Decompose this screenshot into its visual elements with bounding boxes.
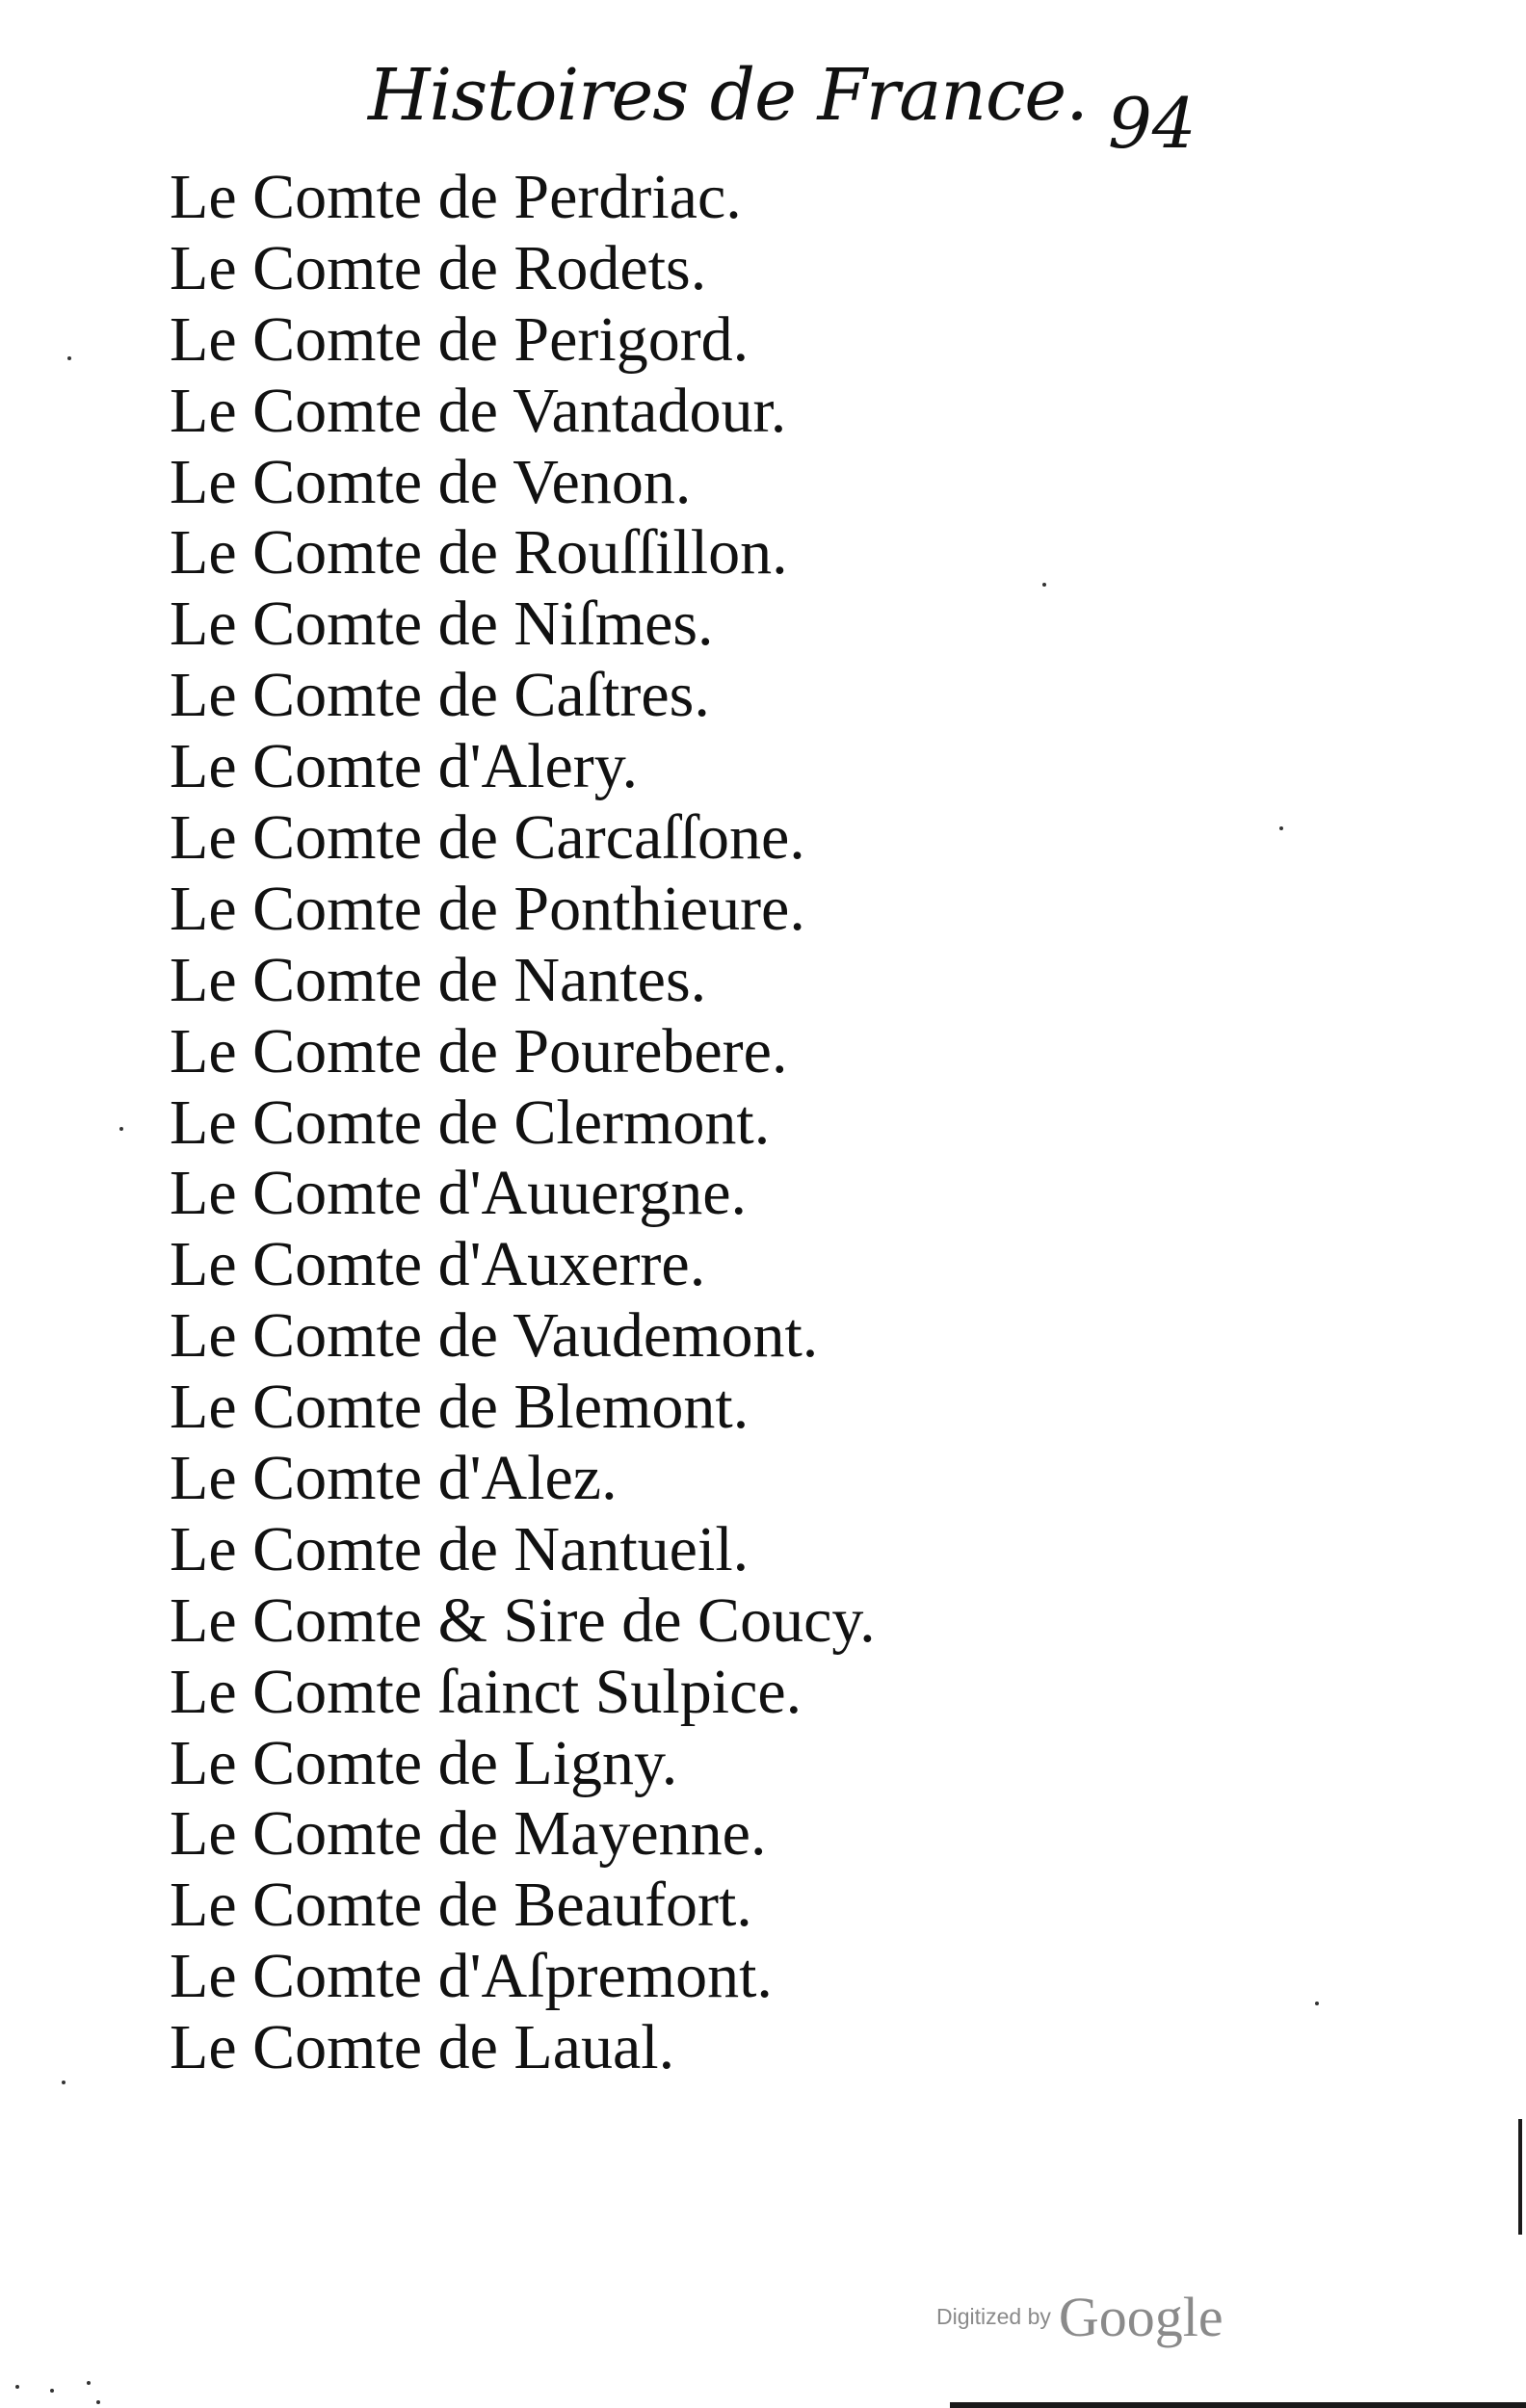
list-item: Le Comte de Vaudemont. bbox=[170, 1300, 819, 1372]
list-item: Le Comte de Mayenne. bbox=[170, 1798, 767, 1870]
list-item: Le Comte de Caſtres. bbox=[170, 660, 710, 731]
ink-speck bbox=[119, 1127, 123, 1131]
list-item: Le Comte d'Auuergne. bbox=[170, 1158, 748, 1229]
watermark-prefix: Digitized by bbox=[936, 2304, 1051, 2329]
page-number: 94 bbox=[1108, 83, 1197, 164]
scan-bottom-rule bbox=[950, 2402, 1526, 2408]
list-item: Le Comte de Perigord. bbox=[170, 303, 750, 375]
ink-speck bbox=[1315, 2002, 1319, 2005]
ink-speck bbox=[1042, 583, 1046, 587]
list-item: Le Comte de Vantadour. bbox=[170, 375, 787, 446]
list-item: Le Comte d'Auxerre. bbox=[170, 1229, 706, 1300]
list-item: Le Comte de Venon. bbox=[170, 446, 692, 517]
list-item: Le Comte d'Aſpremont. bbox=[170, 1941, 773, 2012]
list-item: Le Comte ſainct Sulpice. bbox=[170, 1656, 802, 1727]
scan-edge-mark bbox=[1518, 2119, 1522, 2235]
list-item: Le Comte d'Alez. bbox=[170, 1443, 618, 1514]
ink-speck bbox=[96, 2400, 100, 2404]
ink-speck bbox=[67, 356, 71, 360]
list-item: Le Comte de Perdriac. bbox=[170, 162, 742, 232]
watermark-brand: Google bbox=[1058, 2286, 1223, 2348]
digitized-watermark bbox=[936, 2285, 1223, 2349]
list-item: Le Comte de Pourebere. bbox=[170, 1015, 788, 1086]
list-item: Le Comte de Laual. bbox=[170, 2012, 675, 2083]
ink-speck bbox=[50, 2389, 54, 2393]
list-item: Le Comte & Sire de Coucy. bbox=[170, 1584, 876, 1656]
list-item: Le Comte de Blemont. bbox=[170, 1372, 750, 1443]
list-item: Le Comte de Carcaſſone. bbox=[170, 802, 805, 874]
list-item: Le Comte de Rodets. bbox=[170, 232, 707, 303]
running-head: Histoires de France. bbox=[368, 54, 1088, 137]
list-item: Le Comte de Beaufort. bbox=[170, 1870, 752, 1941]
list-item: Le Comte de Niſmes. bbox=[170, 589, 714, 660]
list-item: Le Comte de Ponthieure. bbox=[170, 873, 805, 944]
ink-speck bbox=[62, 2081, 66, 2084]
list-item: Le Comte de Clermont. bbox=[170, 1086, 771, 1158]
list-item: Le Comte de Ligny. bbox=[170, 1727, 678, 1798]
list-item: Le Comte d'Alery. bbox=[170, 731, 638, 802]
list-item: Le Comte de Nantes. bbox=[170, 944, 707, 1015]
list-item: Le Comte de Nantueil. bbox=[170, 1513, 750, 1584]
ink-speck bbox=[15, 2385, 19, 2389]
list-item: Le Comte de Rouſſillon. bbox=[170, 517, 788, 589]
ink-speck bbox=[87, 2381, 91, 2385]
entry-list bbox=[170, 162, 876, 2083]
ink-speck bbox=[1279, 826, 1283, 830]
